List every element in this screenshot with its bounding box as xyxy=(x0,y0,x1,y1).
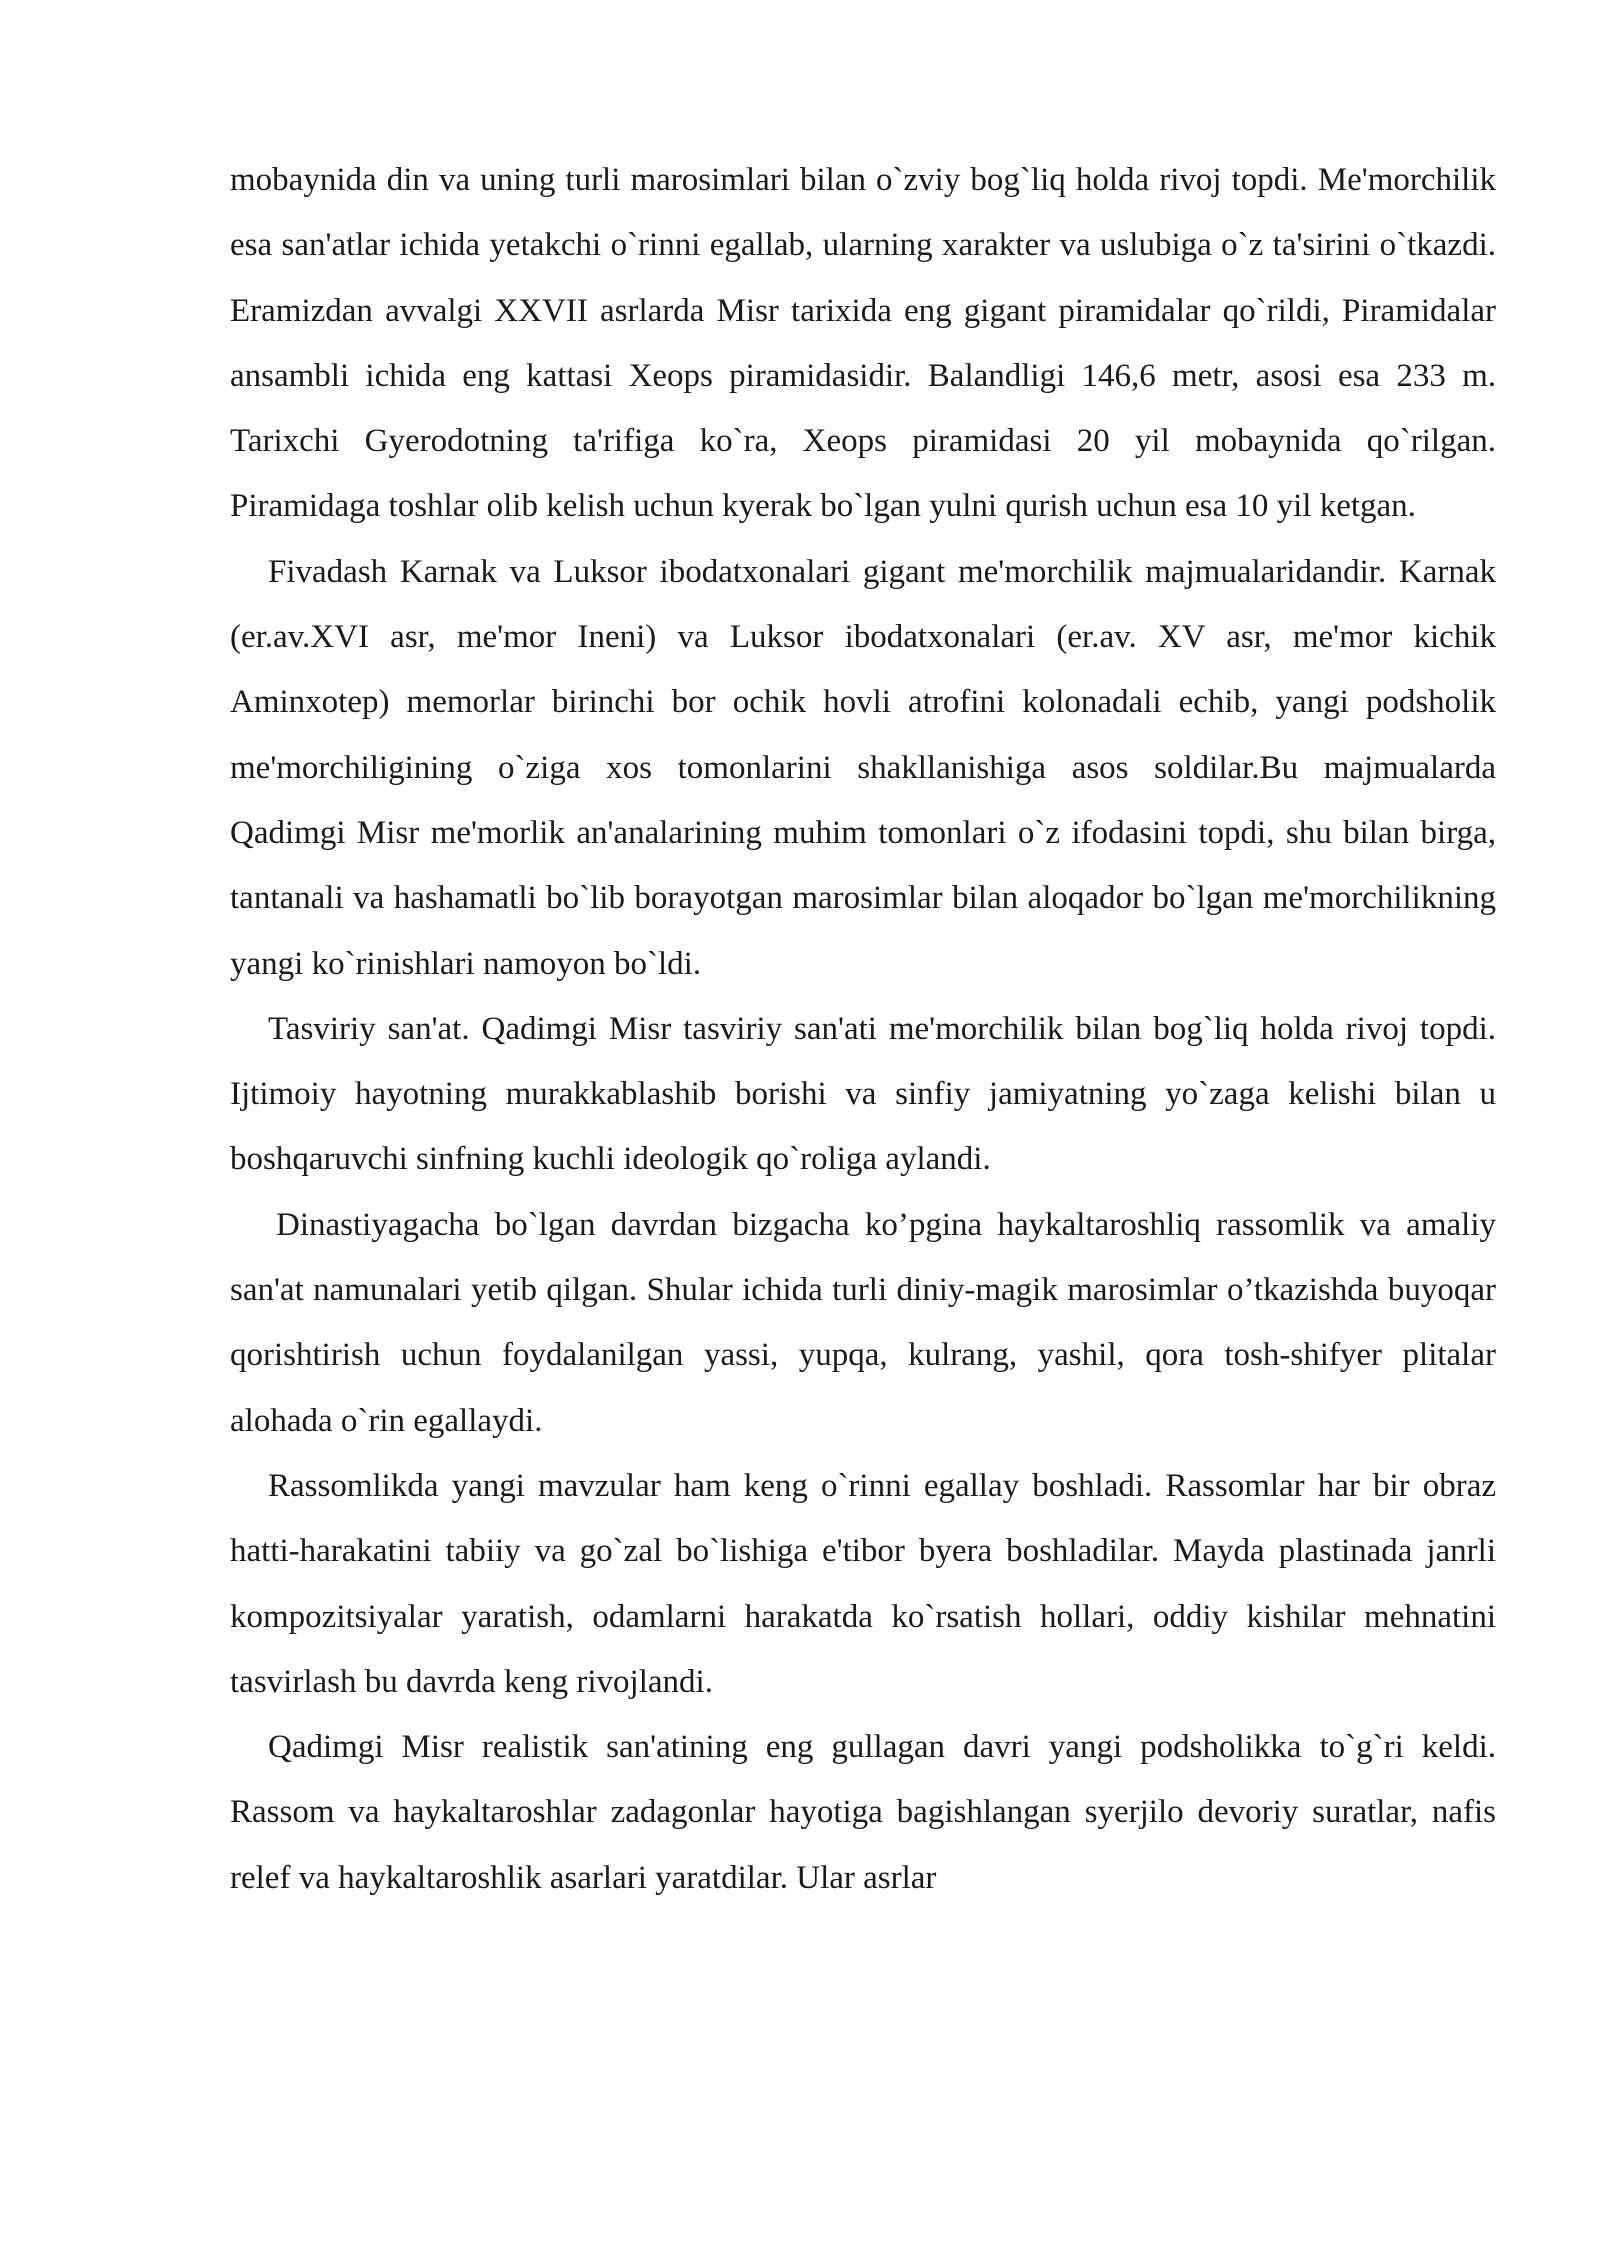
paragraph-new-kingdom: Qadimgi Misr realistik san'atining eng gullagan davri yangi podsholikka to`g`ri keldi. Rassom va haykaltaroshlar zadagonlar hayotiga bagishlangan syerjilo devoriy suratlar, nafis relef va haykaltaroshlik asarlari yaratdilar. Ular asrlar xyxy=(230,1729,1496,1896)
paragraph-predynastic: Dinastiyagacha bo`lgan davrdan bizgacha ko’pgina haykaltaroshliq rassomlik va amaliy san'at namunalari yetib qilgan. Shular ichida turli diniy-magik marosimlar o’tkazishda buyoqar qorishtirish uchun foydalanilgan yassi, yupqa, kulrang, yashil, qora tosh-shifyer plitalar alohada o`rin egallaydi. xyxy=(230,1206,1496,1439)
paragraph-painting-themes: Rassomlikda yangi mavzular ham keng o`rinni egallay boshladi. Rassomlar har bir obraz hatti-harakatini tabiiy va go`zal bo`lishiga e'tibor byera boshladilar. Mayda plastinada janrli kompozitsiyalar yaratish, odamlarni harakatda ko`rsatish hollari, oddiy kishilar mehnatini tasvirlash bu davrda keng rivojlandi. xyxy=(230,1467,1496,1700)
paragraph-karnak-luxor: Fivadash Karnak va Luksor ibodatxonalari gigant me'morchilik majmualaridandir. Karnak (er.av.XVI asr, me'mor Ineni) va Luksor ibodatxonalari (er.av. XV asr, me'mor kichik Aminxotep) memorlar birinchi bor ochik hovli atrofini kolonadali echib, yangi podsholik me'morchiligining o`ziga xos tomonlarini shakllanishiga asos soldilar.Bu majmualarda Qadimgi Misr me'morlik an'analarining muhim tomonlari o`z ifodasini topdi, shu bilan birga, tantanali va hashamatli bo`lib borayotgan marosimlar bilan aloqador bo`lgan me'morchilikning yangi ko`rinishlari namoyon bo`ldi. xyxy=(230,553,1496,982)
paragraph-egypt-architecture: mobaynida din va uning turli marosimlari bilan o`zviy bog`liq holda rivoj topdi. Me'morchilik esa san'atlar ichida yetakchi o`rinni egallab, ularning xarakter va uslubiga o`z ta'sirini o`tkazdi. Eramizdan avvalgi XXVII asrlarda Misr tarixida eng gigant piramidalar qo`rildi, Piramidalar ansambli ichida eng kattasi Xeops piramidasidir. Balandligi 146,6 metr, asosi esa 233 m. Tarixchi Gyerodotning ta'rifiga ko`ra, Xeops piramidasi 20 yil mobaynida qo`rilgan. Piramidaga toshlar olib kelish uchun kyerak bo`lgan yulni qurish uchun esa 10 yil ketgan. xyxy=(230,162,1496,525)
paragraph-fine-art: Tasviriy san'at. Qadimgi Misr tasviriy san'ati me'morchilik bilan bog`liq holda rivoj topdi. Ijtimoiy hayotning murakkablashib borishi va sinfiy jamiyatning yo`zaga kelishi bilan u boshqaruvchi sinfning kuchli ideologik qo`roliga aylandi. xyxy=(230,1010,1496,1178)
body-text xyxy=(230,148,1496,1911)
